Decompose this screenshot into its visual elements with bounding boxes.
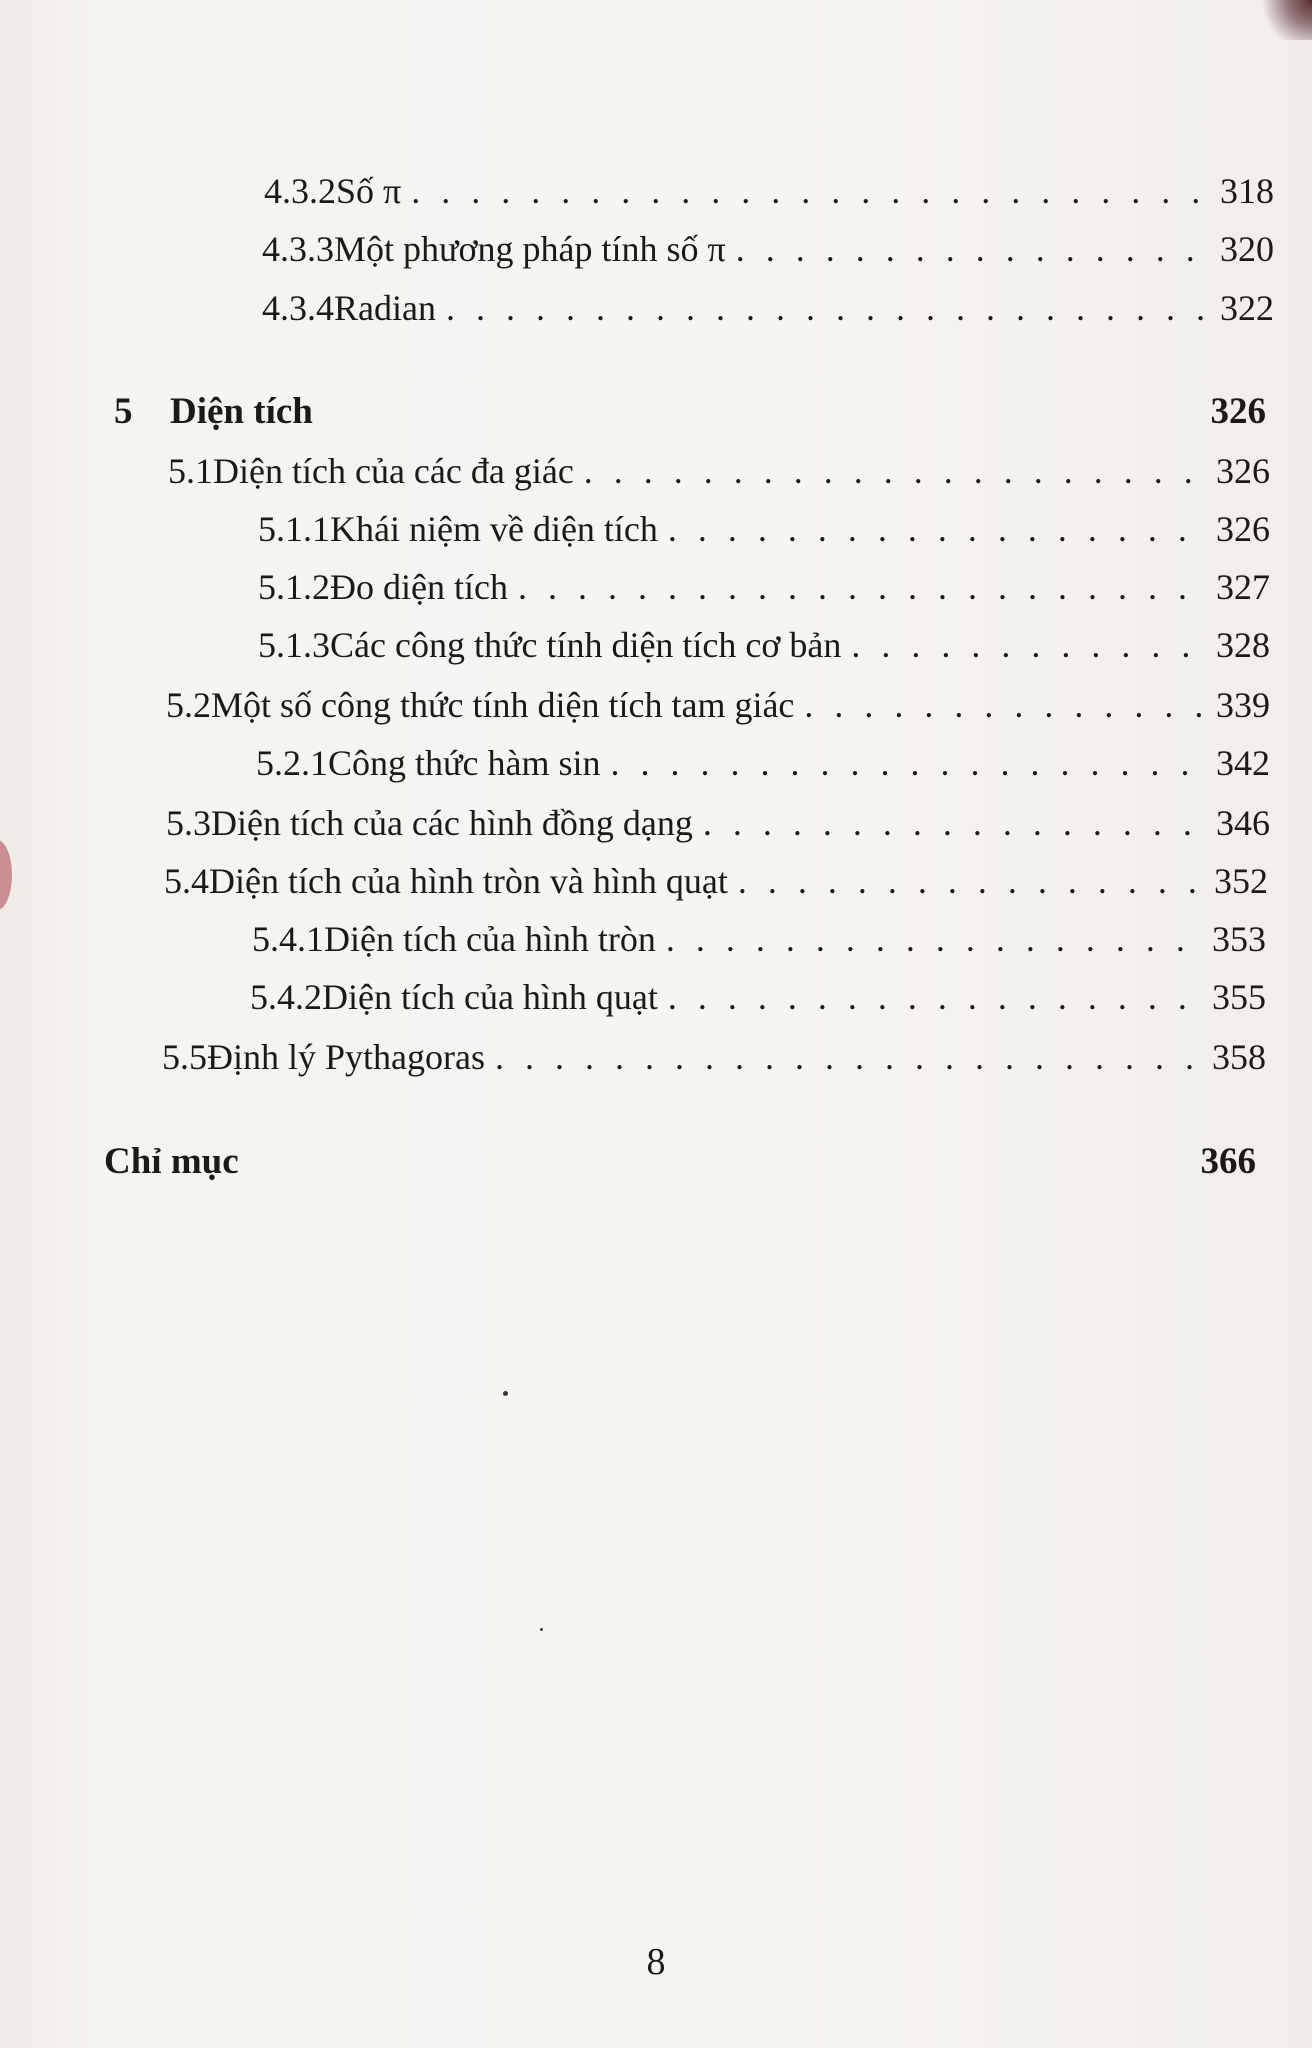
- toc-chapter-page: 326: [1210, 391, 1266, 432]
- toc-entry[interactable]: [258, 624, 1270, 666]
- toc-entry[interactable]: [168, 450, 1270, 492]
- toc-entry[interactable]: [166, 802, 1270, 844]
- toc-entry-title: Số π: [336, 171, 402, 211]
- toc-entry-page: 326: [1216, 451, 1270, 491]
- dot-leader: [804, 684, 1208, 726]
- toc-entry-page: 339: [1216, 685, 1270, 725]
- toc-entry-page: 320: [1220, 229, 1274, 269]
- dot-leader: [736, 228, 1212, 270]
- toc-entry-title: Đo diện tích: [330, 567, 508, 607]
- toc-entry[interactable]: [258, 566, 1270, 608]
- toc-entry[interactable]: [250, 976, 1266, 1018]
- toc-entry-number: 5.2: [166, 685, 211, 725]
- toc-entry-number: 5.1.1: [258, 509, 330, 549]
- toc-entry-number: 5.4: [164, 861, 209, 901]
- toc-entry-title: Công thức hàm sin: [328, 743, 601, 783]
- dot-leader: [738, 860, 1206, 902]
- dot-leader: [611, 742, 1209, 784]
- toc-entry[interactable]: [262, 228, 1274, 270]
- toc-entry-number: 4.3.2: [264, 171, 336, 211]
- dot-leader: [703, 802, 1208, 844]
- dot-leader: [495, 1036, 1204, 1078]
- toc-entry-title: Một số công thức tính diện tích tam giác: [211, 685, 795, 725]
- dot-leader: [411, 170, 1212, 212]
- toc-chapter-number: 5: [114, 391, 133, 432]
- toc-entry-number: 5.1: [168, 451, 213, 491]
- toc-entry-page: 353: [1212, 919, 1266, 959]
- toc-entry[interactable]: [262, 287, 1274, 329]
- toc-entry-page: 318: [1220, 171, 1274, 211]
- toc-entry-title: Các công thức tính diện tích cơ bản: [330, 625, 842, 665]
- toc-entry-title: Radian: [334, 288, 436, 328]
- toc-entry-number: 5.2.1: [256, 743, 328, 783]
- toc-chapter[interactable]: [114, 390, 1266, 433]
- toc-entry-number: 5.1.2: [258, 567, 330, 607]
- toc-entry-page: 342: [1216, 743, 1270, 783]
- toc-entry[interactable]: [166, 684, 1270, 726]
- toc-entry-title: Khái niệm về diện tích: [330, 509, 658, 549]
- toc-entry-title: Diện tích của hình tròn và hình quạt: [209, 861, 728, 901]
- toc-entry-page: 322: [1220, 288, 1274, 328]
- dot-leader: [666, 918, 1204, 960]
- toc-entry-number: 5.1.3: [258, 625, 330, 665]
- dot-leader: [518, 566, 1208, 608]
- toc-chapter-page: 366: [1200, 1141, 1256, 1182]
- dot-leader: [446, 287, 1212, 329]
- toc-entry-number: 5.4.2: [250, 977, 322, 1017]
- toc-entry-title: Diện tích của các hình đồng dạng: [211, 803, 693, 843]
- toc-chapter-title: Diện tích: [170, 391, 313, 432]
- toc-entry[interactable]: [252, 918, 1266, 960]
- dot-leader: [584, 450, 1208, 492]
- toc-chapter[interactable]: [104, 1140, 1256, 1183]
- dot-leader: [668, 508, 1208, 550]
- toc-entry-title: Diện tích của hình quạt: [322, 977, 658, 1017]
- dot-leader: [668, 976, 1204, 1018]
- toc-entry-number: 4.3.3: [262, 229, 334, 269]
- page-edge-mark: [0, 840, 12, 910]
- toc-entry-page: 346: [1216, 803, 1270, 843]
- toc-entry-title: Một phương pháp tính số π: [334, 229, 726, 269]
- toc-entry[interactable]: [258, 508, 1270, 550]
- toc-entry-page: 355: [1212, 977, 1266, 1017]
- toc-entry-number: 5.5: [162, 1037, 207, 1077]
- toc-entry-page: 328: [1216, 625, 1270, 665]
- toc-entry-page: 327: [1216, 567, 1270, 607]
- toc-entry-number: 5.3: [166, 803, 211, 843]
- toc-entry-page: 358: [1212, 1037, 1266, 1077]
- ink-speck: [503, 1391, 508, 1396]
- page-number: 8: [646, 1941, 666, 1983]
- toc-entry-title: Diện tích của hình tròn: [324, 919, 656, 959]
- ink-speck: [540, 1628, 543, 1631]
- toc-entry-title: Diện tích của các đa giác: [213, 451, 574, 491]
- toc-entry-number: 4.3.4: [262, 288, 334, 328]
- toc-chapter-title: Chỉ mục: [104, 1141, 239, 1182]
- toc-entry-title: Định lý Pythagoras: [207, 1037, 485, 1077]
- toc-entry-page: 352: [1214, 861, 1268, 901]
- dot-leader: [851, 624, 1208, 666]
- toc-entry-number: 5.4.1: [252, 919, 324, 959]
- toc-entry[interactable]: [256, 742, 1270, 784]
- toc-entry[interactable]: [162, 1036, 1266, 1078]
- corner-shadow: [1252, 0, 1312, 40]
- toc-entry[interactable]: [264, 170, 1274, 212]
- toc-entry-page: 326: [1216, 509, 1270, 549]
- toc-entry[interactable]: [164, 860, 1268, 902]
